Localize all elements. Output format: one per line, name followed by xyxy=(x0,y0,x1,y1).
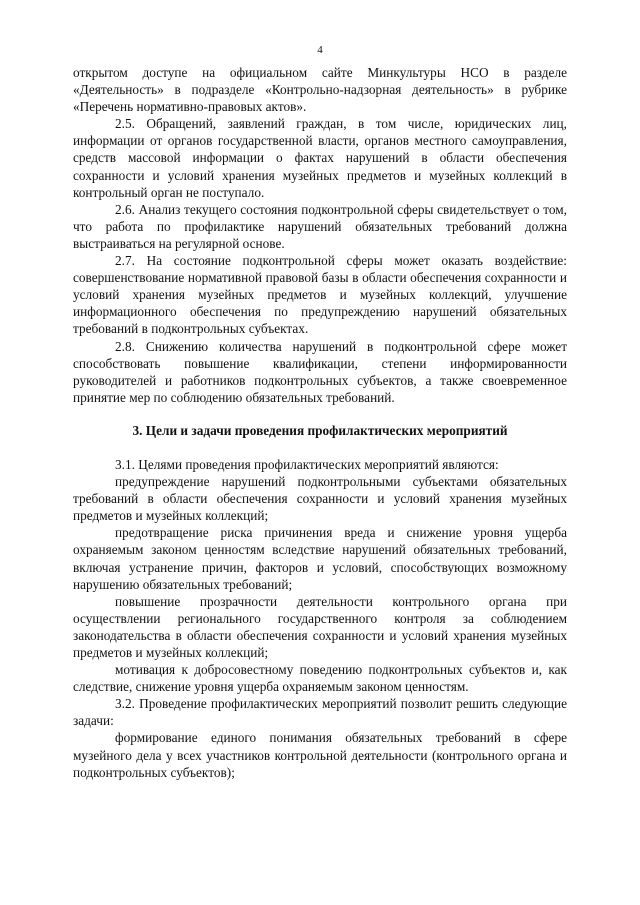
list-item-goal-4: мотивация к добросовестному поведению подконтрольных субъектов и, как следствие, снижение уровня ущерба охраняемым законом ценностям. xyxy=(73,662,567,695)
paragraph-2-8: 2.8. Снижению количества нарушений в подконтрольной сфере может способствовать повышение квалификации, степени информированности руководителей и работников подконтрольных субъектов, а также своевременное принятие мер по соблюдению обязательных требований. xyxy=(73,338,567,405)
paragraph-3-2: 3.2. Проведение профилактических мероприятий позволит решить следующие задачи: xyxy=(73,696,567,729)
paragraph-2-5: 2.5. Обращений, заявлений граждан, в том числе, юридических лиц, информации от органов государственной власти, органов местного самоуправления, средств массовой информации о фактах нарушений в области обеспечения сохранности и условий хранения музейных предметов и музейных коллекций в контрольный орган не поступало. xyxy=(73,116,567,200)
paragraph-continuation: открытом доступе на официальном сайте Минкультуры НСО в разделе «Деятельность» в подразделе «Контрольно-надзорная деятельность» в рубрике «Перечень нормативно-правовых актов». xyxy=(73,65,567,115)
list-item-task-1: формирование единого понимания обязательных требований в сфере музейного дела у всех участников контрольной деятельности (контрольного органа и подконтрольных субъектов); xyxy=(73,730,567,780)
section-heading: 3. Цели и задачи проведения профилактических мероприятий xyxy=(132,422,508,438)
document-body xyxy=(73,64,567,781)
list-item-goal-1: предупреждение нарушений подконтрольными субъектами обязательных требований в области обеспечения сохранности и условий хранения музейных предметов и музейных коллекций; xyxy=(73,474,567,524)
list-item-goal-2: предотвращение риска причинения вреда и снижение уровня ущерба охраняемым законом ценностям вследствие нарушений обязательных требований, включая устранение причин, факторов и условий, способствующих возможному нарушению обязательных требований; xyxy=(73,525,567,592)
page-number: 4 xyxy=(317,44,323,56)
paragraph-2-7: 2.7. На состояние подконтрольной сферы может оказать воздействие: совершенствование нормативной правовой базы в области обеспечения сохранности и условий хранения музейных предметов и музейных коллекций, улучшение информационного обеспечения по предупреждению нарушений обязательных требований в подконтрольных субъектах. xyxy=(73,253,567,337)
paragraph-2-6: 2.6. Анализ текущего состояния подконтрольной сферы свидетельствует о том, что работа по профилактике нарушений обязательных требований должна выстраиваться на регулярной основе. xyxy=(73,201,567,251)
paragraph-3-1: 3.1. Целями проведения профилактических мероприятий являются: xyxy=(115,456,499,472)
list-item-goal-3: повышение прозрачности деятельности контрольного органа при осуществлении регионального государственного контроля за соблюдением законодательства в области обеспечения сохранности и условий хранения музейных предметов и музейных коллекций; xyxy=(73,593,567,660)
